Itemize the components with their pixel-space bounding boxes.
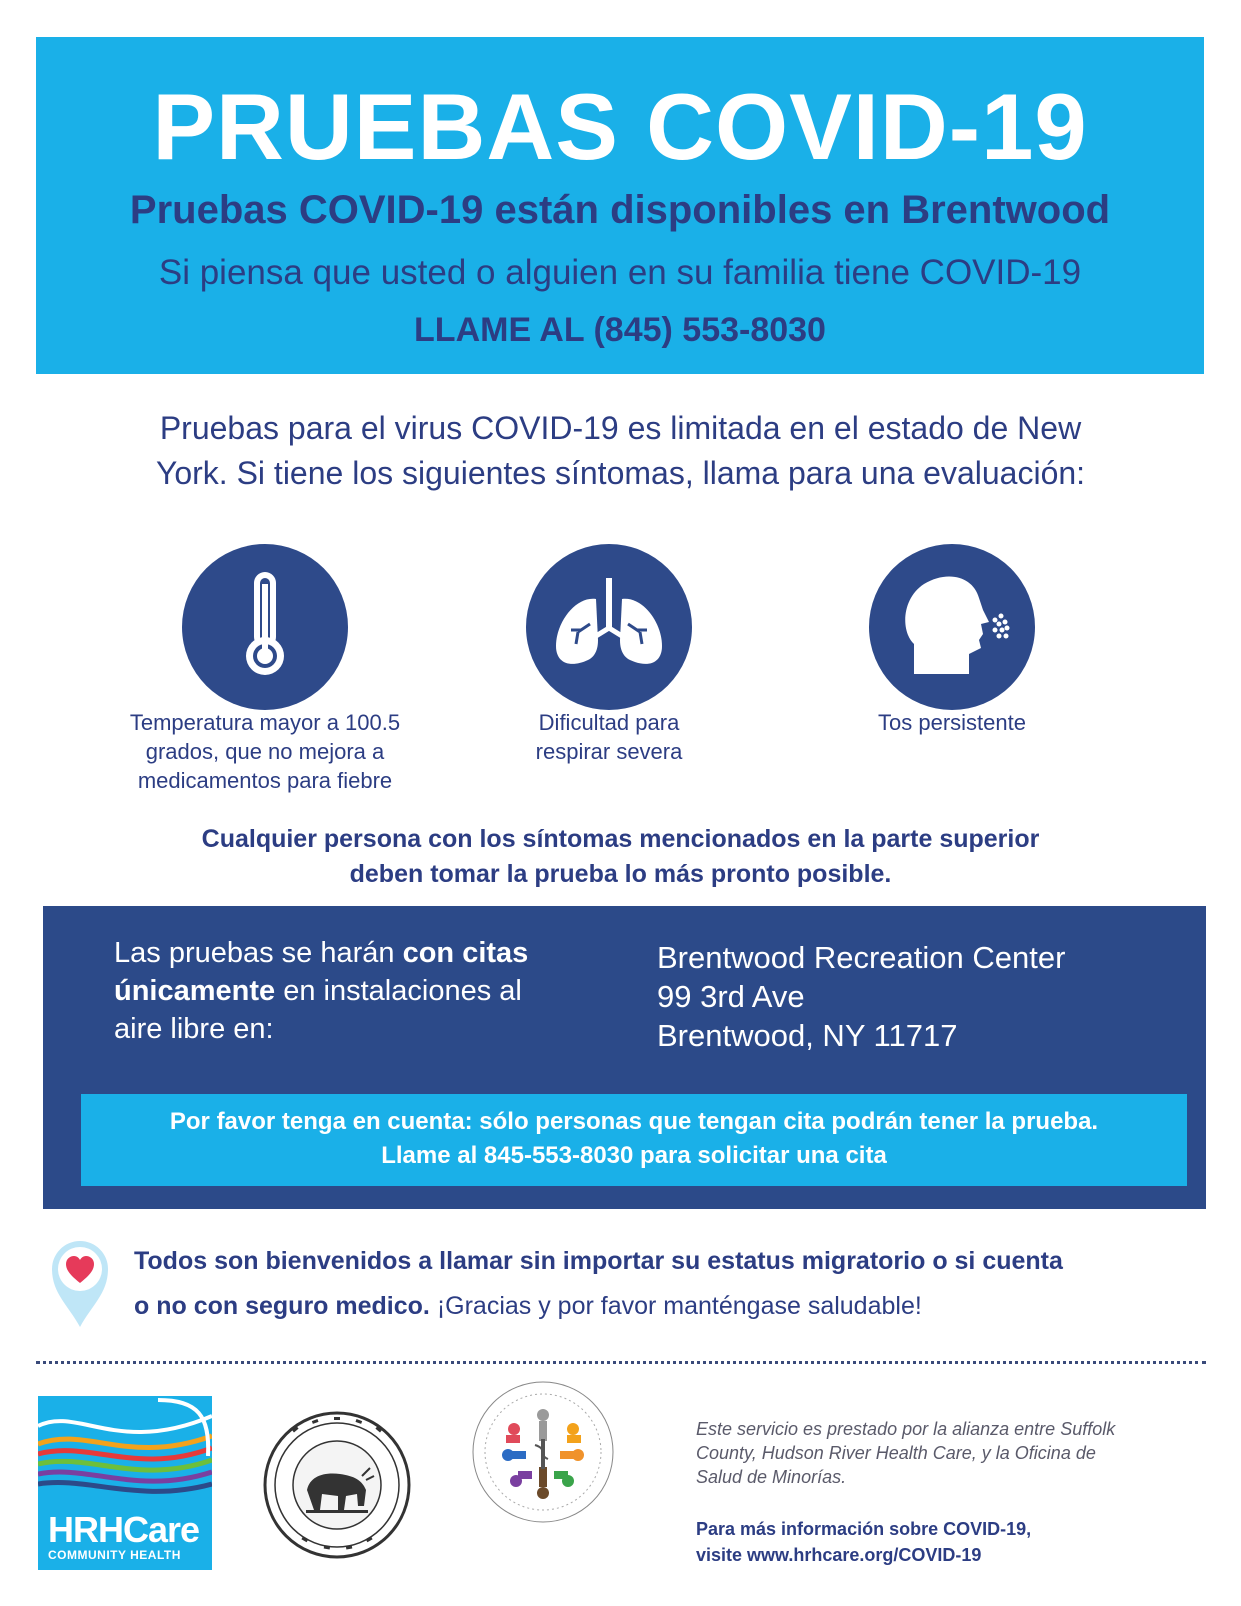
welcome-message: Todos son bienvenidos a llamar sin importar su estatus migratorio o si cuenta o no con seguro medico. ¡Gracias y por favor manténgase saludable! [134, 1247, 1063, 1320]
intro-line-1: Pruebas para el virus COVID-19 es limitada en el estado de New [159, 410, 1082, 446]
symptom-label-cough: Tos persistente [878, 710, 1026, 735]
thermometer-icon [182, 544, 348, 710]
urge-line-2: deben tomar la prueba lo más pronto posible. [349, 860, 892, 888]
note-line-1: Por favor tenga en cuenta: sólo personas que tengan cita podrán tener la prueba. [169, 1108, 1099, 1135]
divider [36, 1361, 1206, 1364]
symptom-label-fever: Temperatura mayor a 100.5 grados, que no mejora a medicamentos para fiebre [129, 710, 401, 793]
heart-pin-icon [48, 1235, 112, 1334]
minority-health-seal [468, 1377, 618, 1532]
appointment-note [81, 1094, 1187, 1186]
hrhcare-logo: HRHCare COMMUNITY HEALTH [38, 1396, 212, 1570]
header-banner [36, 37, 1204, 374]
testing-address [657, 938, 1065, 1055]
appointment-text: Las pruebas se harán con citas únicamente en instalaciones al aire libre en: [114, 937, 529, 1045]
more-info-link[interactable]: visite www.hrhcare.org/COVID-19 [696, 1545, 982, 1565]
page-title: PRUEBAS COVID-19 [152, 74, 1088, 179]
intro-line-2: York. Si tiene los siguientes síntomas, llama para una evaluación: [155, 455, 1086, 491]
more-info: Para más información sobre COVID-19, visite www.hrhcare.org/COVID-19 [696, 1516, 1196, 1568]
address-city: Brentwood, NY 11717 [657, 1018, 958, 1053]
header-line: Si piensa que usted o alguien en su familia tiene COVID-19 [158, 253, 1082, 292]
cough-icon [869, 544, 1035, 710]
header-call: LLAME AL (845) 553-8030 [414, 311, 826, 349]
address-name: Brentwood Recreation Center [657, 940, 1066, 975]
testing-info-panel [43, 906, 1206, 1209]
suffolk-county-seal [262, 1410, 412, 1565]
address-street: 99 3rd Ave [657, 979, 805, 1014]
symptom-label-breathing: Dificultad para respirar severa [535, 710, 683, 764]
lungs-icon [526, 544, 692, 710]
note-line-2: Llame al 845-553-8030 para solicitar una cita [381, 1142, 887, 1169]
urge-line-1: Cualquier persona con los síntomas mencionados en la parte superior [201, 825, 1040, 853]
page-subtitle: Pruebas COVID-19 están disponibles en Brentwood [129, 188, 1111, 232]
partnership-credit: Este servicio es prestado por la alianza entre Suffolk County, Hudson River Health Care, y la Oficina de Salud de Minorías. [696, 1419, 1116, 1487]
